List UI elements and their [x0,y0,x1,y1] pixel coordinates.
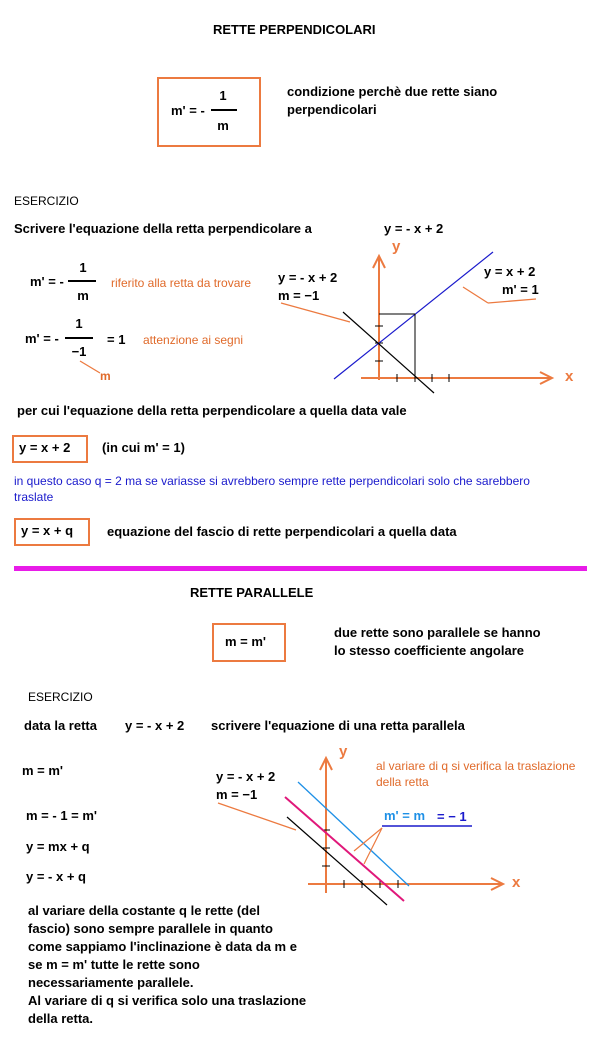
step1-den: m [77,288,89,303]
step2-pointer [80,361,100,373]
section1-title: RETTE PERPENDICOLARI [213,22,376,37]
graph1-axis-x: x [565,368,574,385]
step2-result: = 1 [107,332,126,347]
exercise-prompt-1: Scrivere l'equazione della retta perpendicolare a [14,221,312,236]
graph1-axis-y: y [392,238,401,255]
graph2-note-line1: al variare di q si verifica la traslazione [376,759,576,773]
perp-formula-lhs: m' = - [171,103,205,118]
graph1-given-line [343,312,434,393]
graph1-pointer-given [281,303,350,322]
graph1-perp-m: m' = 1 [502,282,539,297]
par-explanation-3: come sappiamo l'inclinazione è data da m e [28,939,297,954]
graph1-perp-eq: y = x + 2 [484,264,536,279]
graph1-given-eq: y = - x + 2 [278,270,338,285]
perp-formula-num: 1 [219,88,227,103]
graph1-pointer-perp [463,287,488,303]
par-step-3: y = mx + q [26,839,90,854]
step2-den: −1 [71,344,87,359]
given-line-1: y = - x + 2 [384,221,444,236]
exercise-label-2: ESERCIZIO [28,690,93,704]
perp-formula-den: m [217,118,229,133]
par-explanation-2: fascio) sono sempre parallele in quanto [28,921,273,936]
step2-num: 1 [75,316,83,331]
step1-lhs: m' = - [30,274,64,289]
step2-lhs: m' = - [25,331,59,346]
graph2-line-black [287,817,387,905]
graph2-line-blue [298,782,409,886]
perp-condition-line2: perpendicolari [287,102,377,117]
graph2-mp-label: m' = m [384,808,426,823]
parallel-condition-line1: due rette sono parallele se hanno [334,625,541,640]
parallel-condition-line2: lo stesso coefficiente angolare [334,643,525,658]
section2-title: RETTE PARALLELE [190,585,314,600]
step2-pointer-label: m [100,369,111,383]
par-explanation-7: della retta. [28,1011,94,1026]
family-note: equazione del fascio di rette perpendicolari a quella data [107,524,457,539]
par-explanation-4: se m = m' tutte le rette sono [28,957,200,972]
par-step-1: m = m' [22,763,64,778]
graph2-pointer-eq [218,803,296,830]
graph2-m: m = −1 [216,787,258,802]
exercise-prompt-2a: data la retta [24,718,97,733]
perp-conclusion: per cui l'equazione della retta perpendicolare a quella data vale [17,403,407,418]
family-text: y = x + q [21,523,74,538]
par-step-2: m = - 1 = m' [26,808,98,823]
given-line-2: y = - x + 2 [125,718,185,733]
graph1-axes [361,256,552,384]
blue-note-line2: traslate [14,490,54,504]
graph1-given-m: m = −1 [278,288,320,303]
exercise-prompt-2b: scrivere l'equazione di una retta parallela [211,718,465,733]
answer-note: (in cui m' = 1) [102,440,185,455]
step2-note: attenzione ai segni [143,333,244,347]
perp-condition-line1: condizione perchè due rette siano [287,84,498,99]
graph2-axis-y: y [339,743,348,760]
parallel-formula-text: m = m' [225,634,267,649]
graph1-perp-line [334,252,493,379]
step1-num: 1 [79,260,87,275]
blue-note-line1: in questo caso q = 2 ma se variasse si avrebbero sempre rette perpendicolari solo che sarebbero [14,474,530,488]
par-explanation-1: al variare della costante q le rette (del [28,903,260,918]
graph2-eq: y = - x + 2 [216,769,276,784]
exercise-label-1: ESERCIZIO [14,194,79,208]
par-explanation-6: Al variare di q si verifica solo una traslazione [28,993,307,1008]
answer-text: y = x + 2 [19,440,71,455]
step1-note: riferito alla retta da trovare [111,276,252,290]
graph2-note-line2: della retta [376,775,429,789]
graph1-pointer-perp-b [488,299,536,303]
par-explanation-5: necessariamente parallele. [28,975,194,990]
graph2-axis-x: x [512,874,521,891]
par-step-4: y = - x + q [26,869,86,884]
graph2-val-label: = − 1 [437,809,467,824]
